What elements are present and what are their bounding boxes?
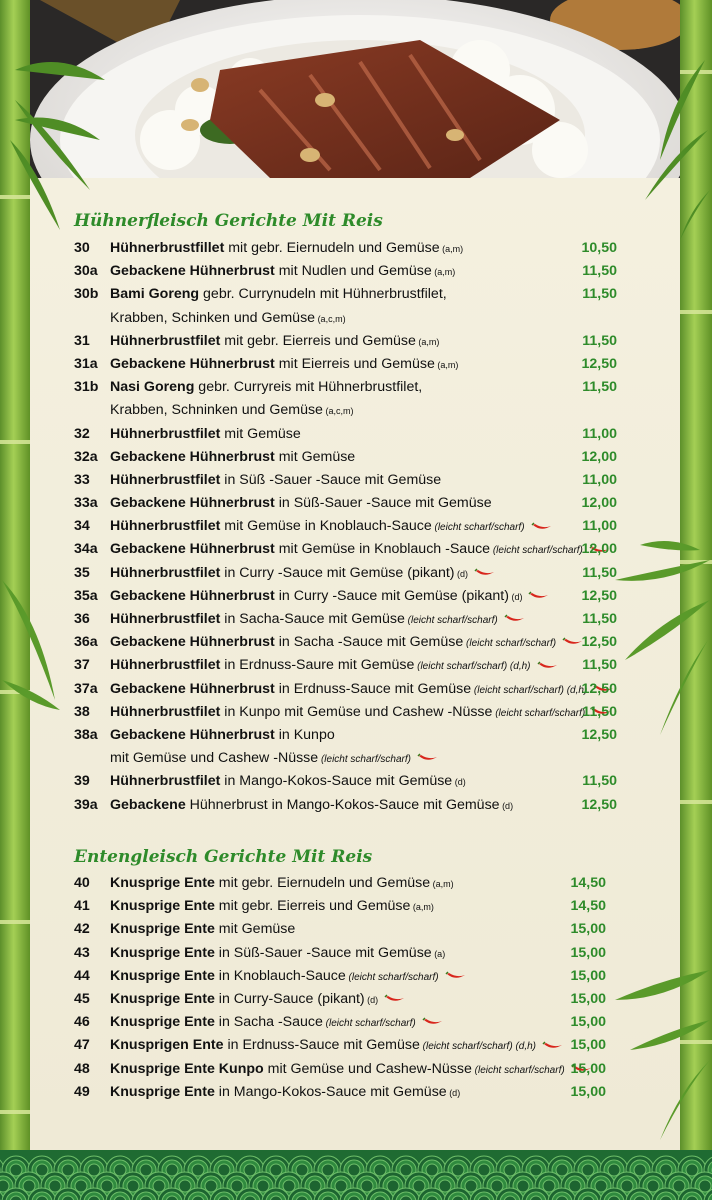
item-price: 11,50: [582, 611, 617, 627]
item-price: 14,50: [570, 875, 606, 891]
menu-item-row: [0, 470, 712, 493]
item-number: 39: [74, 773, 90, 790]
item-description: [110, 657, 559, 673]
item-price: 11,50: [582, 703, 617, 720]
item-description: [110, 472, 441, 488]
item-number: 31b: [74, 379, 99, 396]
item-name: Hühnerbrustfilet: [110, 703, 221, 720]
item-number: 31: [74, 332, 90, 349]
menu-item-row: [0, 873, 712, 896]
menu-item-row: [0, 1035, 712, 1058]
item-name: Bami Goreng: [110, 286, 200, 303]
item-number: 31a: [74, 355, 98, 372]
item-name: Nasi Goreng: [110, 379, 195, 396]
item-details: mit gebr. Eierreis und Gemüse: [214, 898, 411, 915]
item-description: [110, 634, 584, 650]
item-details: in Erdnuss-Sauce mit Gemüse: [223, 1037, 420, 1054]
item-description: [110, 286, 447, 302]
item-price: 14,50: [570, 898, 606, 915]
menu-item-row: [0, 702, 712, 725]
item-description: [110, 333, 439, 349]
item-price: 11,50: [582, 657, 617, 674]
item-description: [110, 449, 355, 465]
menu-list-duck: [0, 873, 712, 1105]
chili-pepper-icon: [422, 1017, 444, 1027]
item-description: [110, 1014, 444, 1030]
item-price: 15,00: [570, 921, 606, 938]
item-description: [110, 921, 295, 937]
item-name: Hühnerbrustfilet: [110, 611, 221, 627]
item-description: [110, 750, 439, 766]
item-price: 11,00: [582, 518, 617, 535]
section-title-chicken: Hühnerfleisch Gerichte Mit Reis: [74, 211, 383, 231]
item-price: 12,50: [581, 355, 617, 372]
menu-list-chicken: [0, 238, 712, 818]
spiciness-note: (leicht scharf/scharf): [492, 707, 586, 719]
item-number: 32: [74, 425, 90, 442]
item-number: 48: [74, 1060, 90, 1077]
spiciness-note: (leicht scharf/scharf): [318, 754, 411, 766]
section-title-duck: Entengleisch Gerichte Mit Reis: [74, 847, 373, 867]
item-number: 37a: [74, 680, 98, 697]
item-name: Gebackene Hühnerbrust: [110, 680, 275, 697]
menu-item-row: [0, 896, 712, 919]
item-description: [110, 727, 335, 743]
item-name: Knusprigen Ente: [110, 1037, 224, 1054]
item-number: 39a: [74, 796, 98, 813]
item-price: 15,00: [570, 1037, 606, 1054]
item-details: in Curry-Sauce (pikant): [214, 990, 365, 1007]
item-details: in Mango-Kokos-Sauce mit Gemüse: [214, 1083, 447, 1100]
menu-item-row: [0, 795, 712, 818]
item-details: mit gebr. Eiernudeln und Gemüse: [214, 875, 431, 891]
item-description: [110, 611, 526, 627]
spiciness-note: (leicht scharf/scharf): [431, 522, 525, 534]
item-details: in Sacha -Sauce: [214, 1014, 323, 1031]
bamboo-leaves-top-left: [0, 40, 110, 240]
spiciness-note: (leicht scharf/scharf): [345, 971, 439, 983]
item-number: 34: [74, 518, 90, 535]
item-details: Krabben, Schinken und Gemüse: [110, 309, 316, 326]
item-number: 45: [74, 990, 90, 1007]
spiciness-note: (leicht scharf/scharf): [490, 545, 583, 557]
item-details: in Kunpo mit Gemüse und Cashew -Nüsse: [220, 703, 493, 720]
item-number: 36a: [74, 634, 98, 651]
item-number: 40: [74, 875, 90, 891]
menu-item-row: [0, 493, 712, 516]
item-description: [110, 565, 496, 581]
allergen-codes: (a): [431, 948, 446, 959]
item-number: 41: [74, 898, 90, 915]
spiciness-note: (leicht scharf/scharf): [471, 1064, 565, 1076]
chili-pepper-icon: [445, 971, 467, 981]
menu-item-row: [0, 308, 712, 331]
chili-pepper-icon: [542, 1041, 564, 1051]
item-description: [110, 945, 445, 961]
item-number: 44: [74, 967, 90, 984]
item-description: [110, 402, 353, 418]
menu-item-row: [0, 400, 712, 423]
item-number: 38: [74, 703, 90, 720]
item-description: [110, 379, 422, 395]
menu-item-row: [0, 516, 712, 539]
item-description: [110, 704, 613, 720]
chili-pepper-icon: [417, 753, 439, 763]
menu-item-row: [0, 354, 712, 377]
item-description: [110, 1061, 593, 1077]
item-name: Knusprige Ente: [110, 921, 215, 938]
allergen-codes: (a,c,m): [322, 406, 354, 417]
item-details: mit Nudlen und Gemüse: [274, 263, 432, 280]
item-description: [110, 495, 492, 511]
item-number: 30: [74, 240, 90, 256]
item-number: 49: [74, 1083, 90, 1100]
item-price: 12,50: [581, 634, 617, 651]
item-description: [110, 356, 458, 372]
item-number: 33: [74, 471, 90, 488]
item-number: 34a: [74, 541, 98, 558]
item-details: in Curry -Sauce mit Gemüse (pikant): [274, 587, 509, 604]
allergen-codes: (a,m): [434, 359, 459, 370]
chili-pepper-icon: [537, 661, 559, 671]
menu-item-row: [0, 261, 712, 284]
menu-item-row: [0, 679, 712, 702]
item-description: [110, 898, 434, 914]
item-details: in Sacha -Sauce mit Gemüse: [274, 634, 464, 651]
item-details: Hühnerbrust in Mango-Kokos-Sauce mit Gemüse: [185, 796, 500, 813]
item-price: 12,50: [581, 587, 617, 604]
allergen-codes: (d): [508, 591, 523, 602]
menu-item-row: [0, 331, 712, 354]
allergen-codes: (a,m): [439, 244, 464, 254]
item-name: Knusprige Ente: [110, 898, 215, 915]
item-number: 42: [74, 921, 90, 938]
menu-item-row: [0, 424, 712, 447]
item-name: Hühnerbrustfilet: [110, 471, 221, 488]
item-name: Gebackene Hühnerbrust: [110, 541, 275, 558]
item-price: 12,00: [581, 541, 617, 558]
menu-item-row: [0, 748, 712, 771]
item-name: Knusprige Ente: [110, 944, 215, 961]
menu-item-row: [0, 943, 712, 966]
item-details: in Curry -Sauce mit Gemüse (pikant): [220, 564, 455, 581]
item-price: 15,00: [570, 967, 606, 984]
item-details: in Kunpo: [274, 726, 335, 743]
allergen-codes: (a,m): [431, 267, 456, 278]
menu-item-row: [0, 586, 712, 609]
allergen-codes: (d): [446, 1087, 461, 1098]
item-description: [110, 426, 301, 442]
item-number: 43: [74, 944, 90, 961]
item-number: 32a: [74, 448, 98, 465]
item-name: Gebackene Hühnerbrust: [110, 495, 275, 512]
item-description: [110, 1084, 460, 1100]
item-name: Hühnerbrustfillet: [110, 240, 225, 256]
menu-item-row: [0, 539, 712, 562]
item-price: 15,00: [570, 1060, 606, 1077]
item-description: [110, 263, 455, 279]
item-details: mit Gemüse: [274, 448, 356, 465]
item-price: 15,00: [570, 1014, 606, 1031]
spiciness-note: (leicht scharf/scharf): [463, 638, 557, 650]
item-price: 12,00: [581, 448, 617, 465]
item-name: Hühnerbrustfilet: [110, 657, 221, 674]
item-price: 11,50: [582, 286, 617, 303]
spiciness-note: (leicht scharf/scharf) (d,h): [414, 661, 531, 673]
menu-item-row: [0, 284, 712, 307]
item-name: Hühnerbrustfilet: [110, 425, 221, 442]
bamboo-leaves-top-right: [640, 40, 712, 240]
item-price: 11,00: [582, 425, 617, 442]
item-details: in Mango-Kokos-Sauce mit Gemüse: [220, 773, 453, 790]
menu-item-row: [0, 1082, 712, 1105]
allergen-codes: (a,m): [410, 902, 434, 913]
item-description: [110, 875, 454, 891]
spiciness-note: (leicht scharf/scharf) (d,h): [419, 1041, 537, 1053]
item-name: Hühnerbrustfilet: [110, 773, 221, 790]
item-description: [110, 240, 463, 256]
wave-pattern-footer: [0, 1150, 712, 1200]
item-name: Gebackene Hühnerbrust: [110, 263, 275, 280]
item-description: [110, 797, 513, 813]
menu-item-row: [0, 563, 712, 586]
item-details: gebr. Curryreis mit Hühnerbrustfilet,: [194, 379, 423, 396]
menu-item-row: [0, 447, 712, 470]
item-name: Knusprige Ente: [110, 990, 215, 1007]
item-description: [110, 518, 553, 534]
item-name: Knusprige Ente: [110, 1083, 215, 1100]
menu-item-row: [0, 632, 712, 655]
spiciness-note: (leicht scharf/scharf) (d,h): [471, 684, 588, 696]
item-number: 33a: [74, 495, 98, 512]
menu-item-row: [0, 238, 712, 261]
menu-item-row: [0, 655, 712, 678]
chili-pepper-icon: [384, 994, 406, 1004]
item-details: in Knoblauch-Sauce: [214, 967, 346, 984]
item-price: 12,50: [581, 726, 617, 743]
item-price: 12,00: [581, 495, 617, 512]
item-number: 30a: [74, 263, 98, 280]
item-name: Hühnerbrustfilet: [110, 332, 221, 349]
item-number: 46: [74, 1014, 90, 1031]
item-price: 11,50: [582, 379, 617, 396]
item-description: [110, 1037, 564, 1053]
item-name: Knusprige Ente: [110, 967, 215, 984]
item-name: Knusprige Ente Kunpo: [110, 1060, 264, 1077]
chili-pepper-icon: [528, 591, 550, 601]
spiciness-note: (leicht scharf/scharf): [322, 1018, 416, 1030]
item-description: [110, 773, 466, 789]
item-details: mit Gemüse in Knoblauch -Sauce: [274, 541, 491, 558]
item-details: mit Gemüse: [220, 425, 301, 442]
item-name: Gebackene Hühnerbrust: [110, 355, 275, 372]
item-details: in Süß-Sauer -Sauce mit Gemüse: [274, 495, 492, 512]
item-details: in Sacha-Sauce mit Gemüse: [220, 611, 405, 627]
item-number: 35a: [74, 587, 98, 604]
menu-item-row: [0, 966, 712, 989]
item-number: 36: [74, 611, 90, 627]
item-details: mit gebr. Eierreis und Gemüse: [220, 332, 416, 349]
item-number: 37: [74, 657, 90, 674]
chili-pepper-icon: [531, 522, 553, 532]
item-details: in Erdnuss-Sauce mit Gemüse: [274, 680, 472, 697]
item-name: Hühnerbrustfilet: [110, 564, 221, 581]
item-description: [110, 588, 550, 604]
item-details: gebr. Currynudeln mit Hühnerbrustfilet,: [199, 286, 447, 303]
allergen-codes: (d): [499, 800, 514, 811]
item-description: [110, 968, 467, 984]
allergen-codes: (d): [452, 777, 466, 788]
item-price: 15,00: [570, 944, 606, 961]
item-details: mit Gemüse in Knoblauch-Sauce: [220, 518, 432, 535]
item-number: 35: [74, 564, 90, 581]
item-price: 15,00: [570, 990, 606, 1007]
item-name: Gebackene Hühnerbrust: [110, 634, 275, 651]
item-details: mit gebr. Eiernudeln und Gemüse: [224, 240, 440, 256]
chili-pepper-icon: [504, 614, 526, 624]
item-price: 11,00: [582, 471, 617, 488]
item-name: Hühnerbrustfilet: [110, 518, 221, 535]
item-number: 47: [74, 1037, 90, 1054]
item-details: mit Gemüse: [214, 921, 296, 938]
allergen-codes: (a,c,m): [315, 313, 346, 324]
item-name: Knusprige Ente: [110, 1014, 215, 1031]
menu-item-row: [0, 989, 712, 1012]
item-description: [110, 991, 406, 1007]
item-details: Krabben, Schninken und Gemüse: [110, 402, 323, 419]
item-details: mit Eierreis und Gemüse: [274, 355, 435, 372]
menu-item-row: [0, 1012, 712, 1035]
menu-item-row: [0, 377, 712, 400]
item-description: [110, 681, 615, 697]
item-description: [110, 310, 346, 326]
item-price: 12,50: [581, 680, 617, 697]
item-details: mit Gemüse und Cashew-Nüsse: [263, 1060, 472, 1077]
item-details: in Erdnuss-Saure mit Gemüse: [220, 657, 415, 674]
item-name: Knusprige Ente: [110, 875, 215, 891]
allergen-codes: (d): [364, 994, 379, 1005]
allergen-codes: (a,m): [415, 336, 440, 347]
item-number: 38a: [74, 726, 98, 743]
menu-item-row: [0, 771, 712, 794]
spiciness-note: (leicht scharf/scharf): [404, 615, 498, 626]
item-name: Gebackene Hühnerbrust: [110, 726, 275, 743]
menu-item-row: [0, 725, 712, 748]
menu-item-row: [0, 1059, 712, 1082]
item-name: Gebackene Hühnerbrust: [110, 587, 275, 604]
item-price: 10,50: [581, 240, 617, 256]
item-price: 11,50: [582, 773, 617, 790]
item-description: [110, 541, 611, 557]
item-price: 11,50: [582, 263, 617, 280]
item-price: 11,50: [582, 564, 617, 581]
item-price: 11,50: [582, 332, 617, 349]
menu-item-row: [0, 609, 712, 632]
item-price: 15,00: [570, 1083, 606, 1100]
item-price: 12,50: [581, 796, 617, 813]
allergen-codes: (d): [454, 568, 469, 579]
chili-pepper-icon: [474, 568, 496, 578]
item-details: in Süß-Sauer -Sauce mit Gemüse: [214, 944, 432, 961]
menu-item-row: [0, 919, 712, 942]
item-details: mit Gemüse und Cashew -Nüsse: [110, 750, 319, 767]
item-name: Gebackene Hühnerbrust: [110, 448, 275, 465]
item-name: Gebackene: [110, 796, 186, 813]
item-details: in Süß -Sauer -Sauce mit Gemüse: [220, 471, 442, 488]
item-number: 30b: [74, 286, 99, 303]
allergen-codes: (a,m): [430, 879, 454, 889]
